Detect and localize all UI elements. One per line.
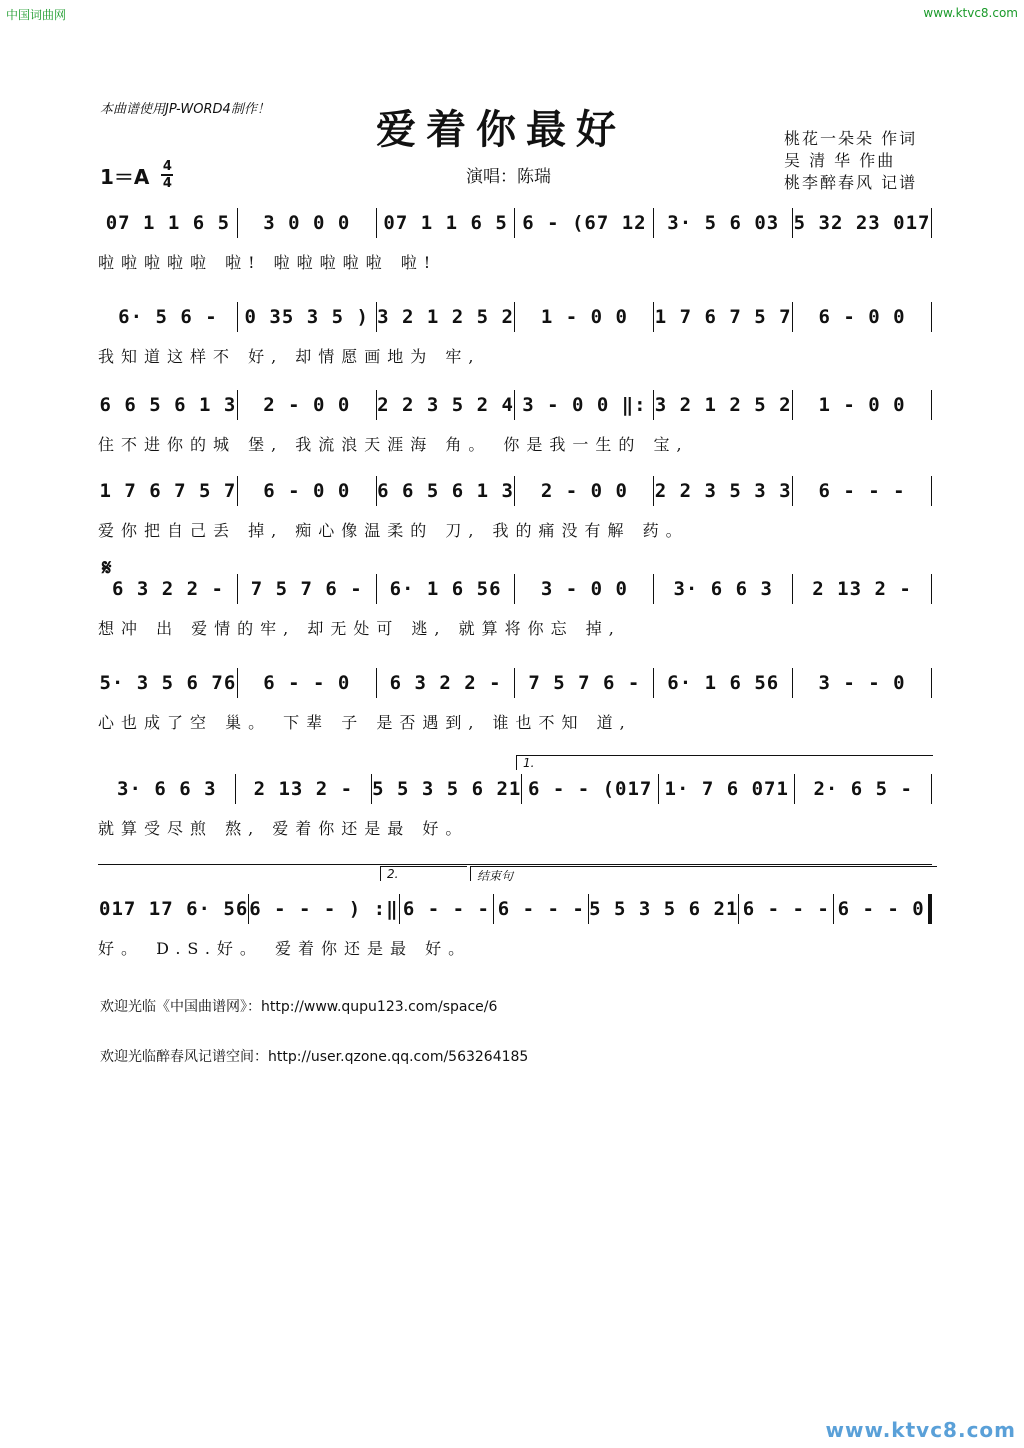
measure: 5 5 3 5 6 21 bbox=[589, 898, 739, 920]
key-signature bbox=[100, 160, 173, 190]
measure: 2 - 0 0 bbox=[540, 480, 628, 502]
measure: 3· 5 6 03 bbox=[667, 212, 780, 234]
measure: 6 - - - bbox=[742, 898, 830, 920]
key-label: 1＝A bbox=[100, 164, 150, 189]
bottom-watermark: www.ktvc8.com bbox=[825, 1418, 1016, 1442]
measure: 2 2 3 5 2 4 bbox=[377, 394, 514, 416]
measure: 6· 5 6 - bbox=[118, 306, 218, 328]
measure: 6 - (67 12 bbox=[522, 212, 647, 234]
measure: 3 - - 0 bbox=[818, 672, 906, 694]
measure: 5· 3 5 6 76 bbox=[99, 672, 237, 694]
measure: 2 13 2 - bbox=[253, 778, 354, 800]
measure: 3· 6 6 3 bbox=[117, 778, 217, 800]
measure: 6 - - - ) :‖ bbox=[249, 898, 399, 920]
score-line-6 bbox=[98, 672, 932, 733]
measure: 1· 7 6 071 bbox=[664, 778, 789, 800]
measure: 07 1 1 6 5 bbox=[105, 212, 231, 234]
lyric-row: 心也成了空 巢。 下辈 子 是否遇到, 谁也不知 道, bbox=[98, 713, 632, 732]
time-signature bbox=[161, 160, 173, 190]
measure: 3 2 1 2 5 2 bbox=[654, 394, 792, 416]
score-line-3 bbox=[98, 394, 932, 455]
measure: 3 2 1 2 5 2 bbox=[377, 306, 514, 328]
segno-sign: 𝄋 bbox=[102, 556, 112, 581]
notes-row bbox=[98, 672, 932, 698]
measure: 6 - - 0 bbox=[837, 898, 925, 920]
measure: 6 - 0 0 bbox=[818, 306, 906, 328]
measure: 6 3 2 2 - bbox=[111, 578, 224, 600]
lyricist-credit: 桃花一朵朵 作词 bbox=[784, 129, 918, 148]
measure: 017 17 6· 56 bbox=[99, 898, 249, 920]
measure: 3 0 0 0 bbox=[263, 212, 351, 234]
transcriber-credit: 桃李醉春风 记谱 bbox=[784, 173, 918, 192]
notes-row bbox=[98, 480, 932, 506]
measure: 2 2 3 5 3 3 bbox=[654, 480, 792, 502]
measure: 6 - - - bbox=[818, 480, 906, 502]
watermark-right: www.ktvc8.com bbox=[923, 6, 1018, 20]
measure: 3· 6 6 3 bbox=[673, 578, 773, 600]
lyric-row: 我知道这样不 好, 却情愿画地为 牢, bbox=[98, 347, 481, 366]
measure: 1 7 6 7 5 7 bbox=[654, 306, 792, 328]
measure: 6 6 5 6 1 3 bbox=[99, 394, 237, 416]
measure: 1 7 6 7 5 7 bbox=[99, 480, 237, 502]
measure: 6· 1 6 56 bbox=[667, 672, 780, 694]
watermark-left: 中国词曲网 bbox=[6, 8, 67, 22]
footer-link-2[interactable]: 欢迎光临醉春风记谱空间：http://user.qzone.qq.com/563264185 bbox=[100, 1049, 529, 1065]
lyric-row: 想冲 出 爱情的牢, 却无处可 逃, 就算将你忘 掉, bbox=[98, 619, 621, 638]
credits bbox=[784, 128, 917, 194]
lyric-row: 住不进你的城 堡, 我流浪天涯海 角。 你是我一生的 宝, bbox=[98, 435, 689, 454]
notes-row bbox=[98, 394, 932, 420]
lyric-row: 爱你把自己丢 掉, 痴心像温柔的 刀, 我的痛没有解 药。 bbox=[98, 521, 689, 540]
measure: 7 5 7 6 - bbox=[528, 672, 641, 694]
software-note: 本曲谱使用JP-WORD4制作！ bbox=[100, 102, 270, 117]
score-line-2 bbox=[98, 306, 932, 367]
measure: 1 - 0 0 bbox=[540, 306, 628, 328]
measure: 6 - - 0 bbox=[263, 672, 351, 694]
composer-credit: 吴 清 华 作曲 bbox=[784, 151, 896, 170]
notes-row bbox=[98, 578, 932, 604]
score-line-1 bbox=[98, 212, 932, 273]
measure: 3 - 0 0 ‖: bbox=[522, 394, 647, 416]
measure: 6 - 0 0 bbox=[263, 480, 351, 502]
measure: 6 - - (017 bbox=[527, 778, 653, 800]
lyric-row: 啦啦啦啦啦 啦! 啦啦啦啦啦 啦! bbox=[98, 253, 438, 272]
song-title: 爱着你最好 bbox=[376, 106, 626, 153]
singer: 演唱：陈瑞 bbox=[466, 167, 551, 187]
score-line-8 bbox=[98, 898, 932, 959]
score-line-4 bbox=[98, 480, 932, 541]
measure: 6 - - - bbox=[402, 898, 490, 920]
measure: 3 - 0 0 bbox=[540, 578, 628, 600]
time-top: 4 bbox=[162, 159, 172, 174]
notes-row bbox=[98, 778, 932, 804]
coda-bracket: 结束句 bbox=[470, 866, 937, 881]
measure: 7 5 7 6 - bbox=[250, 578, 363, 600]
measure: 6· 1 6 56 bbox=[389, 578, 502, 600]
notes-row bbox=[98, 212, 932, 238]
measure: 2 13 2 - bbox=[812, 578, 912, 600]
measure: 6 - - - bbox=[497, 898, 585, 920]
notes-row bbox=[98, 898, 932, 924]
second-ending-bracket: 2. bbox=[380, 866, 467, 881]
measure: 07 1 1 6 5 bbox=[383, 212, 508, 234]
measure: 5 32 23 017 bbox=[793, 212, 931, 234]
measure: 6 3 2 2 - bbox=[389, 672, 502, 694]
time-bottom: 4 bbox=[162, 176, 172, 191]
measure: 6 6 5 6 1 3 bbox=[377, 480, 514, 502]
measure: 0 35 3 5 ) bbox=[244, 306, 369, 328]
measure: 1 - 0 0 bbox=[818, 394, 906, 416]
footer-link-1[interactable]: 欢迎光临《中国曲谱网》：http://www.qupu123.com/space/6 bbox=[100, 999, 498, 1015]
score-line-5 bbox=[98, 578, 932, 639]
system-top-rule bbox=[98, 864, 932, 865]
first-ending-bracket: 1. bbox=[516, 755, 933, 770]
lyric-row: 好。 D.S.好。 爱着你还是最 好。 bbox=[98, 939, 472, 958]
measure: 2· 6 5 - bbox=[813, 778, 913, 800]
lyric-row: 就算受尽煎 熬, 爱着你还是最 好。 bbox=[98, 819, 469, 838]
measure: 5 5 3 5 6 21 bbox=[372, 778, 522, 800]
score-line-7 bbox=[98, 778, 932, 839]
notes-row bbox=[98, 306, 932, 332]
measure: 2 - 0 0 bbox=[263, 394, 351, 416]
